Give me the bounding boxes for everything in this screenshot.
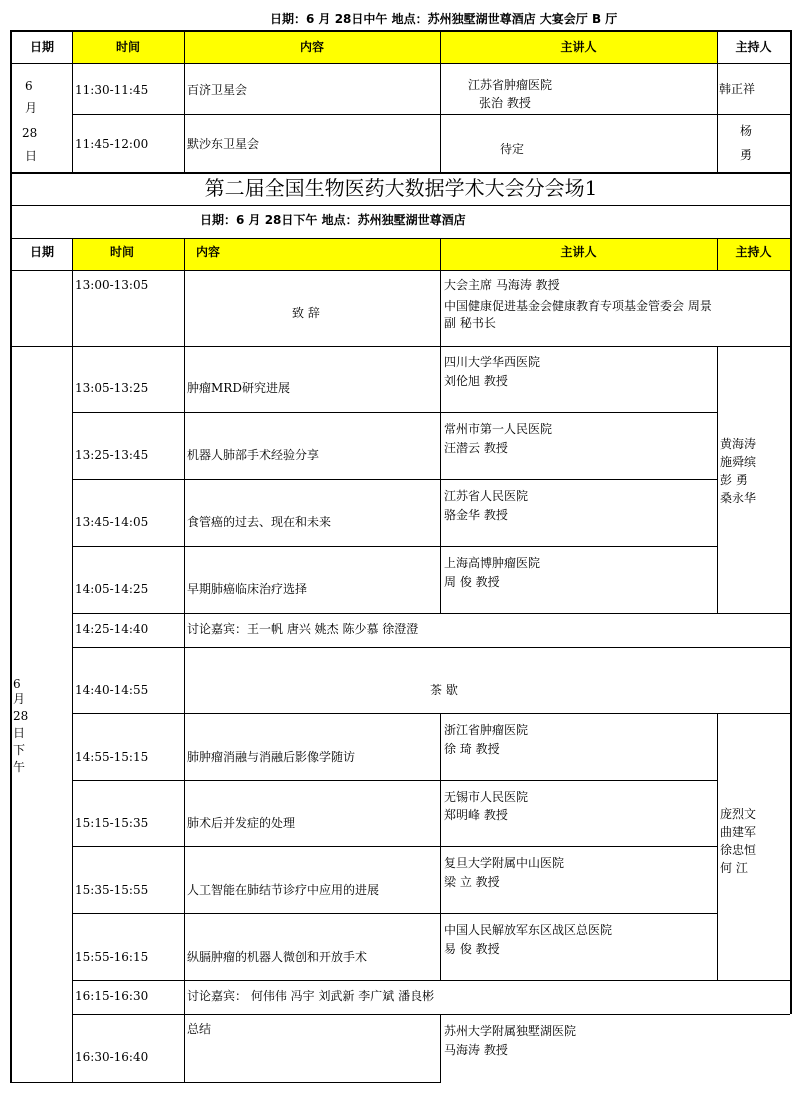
speaker-name: 梁 立 教授 [444,875,500,889]
time-cell: 16:30-16:40 [75,1050,149,1064]
speaker-org: 复旦大学附属中山医院 [444,856,565,870]
time-cell: 13:25-13:45 [75,448,149,462]
session-b-info: 日期：6 月 28日中午 地点：苏州独墅湖世尊酒店 大宴会厅 B 厅 [270,12,618,26]
speaker-note: 待定 [500,142,525,156]
host-cell: 韩正祥 [719,82,756,96]
header-content: 内容 [196,245,221,259]
time-cell: 14:05-14:25 [75,582,149,596]
speaker-org: 常州市第一人民医院 [444,422,553,436]
content-cell: 默沙东卫星会 [187,137,260,151]
header-host: 主持人 [735,245,772,259]
time-cell: 13:00-13:05 [75,278,149,292]
time-cell: 13:45-14:05 [75,515,149,529]
speaker-org: 浙江省肿瘤医院 [444,723,529,737]
time-cell: 14:55-15:15 [75,750,149,764]
speaker-org: 上海高博肿瘤医院 [444,556,541,570]
speaker-name: 汪潜云 教授 [444,441,508,455]
speaker-org: 江苏省人民医院 [444,489,529,503]
speaker-org: 江苏省肿瘤医院 [468,78,553,92]
speaker-name: 易 俊 教授 [444,942,500,956]
header-date: 日期 [29,245,54,259]
speaker-name: 徐 琦 教授 [444,742,500,756]
time-cell: 16:15-16:30 [75,989,149,1003]
time-cell: 15:55-16:15 [75,950,149,964]
speaker-name: 张治 教授 [479,96,531,110]
speaker-org: 四川大学华西医院 [444,355,541,369]
header-time: 时间 [110,245,135,259]
header-speaker: 主讲人 [560,245,597,259]
content-cell: 总结 [187,1022,212,1036]
speaker-org: 中国人民解放军东区战区总医院 [444,923,613,937]
time-cell: 11:45-12:00 [75,137,149,151]
content-cell: 肺术后并发症的处理 [187,816,296,830]
speaker-line: 大会主席 马海涛 教授 [444,278,560,292]
header-host: 主持人 [735,40,772,54]
discussion-guests: 讨论嘉宾： 何伟伟 冯宇 刘武新 李广斌 潘良彬 [187,989,435,1003]
header-speaker: 主讲人 [560,40,597,54]
discussion-guests: 讨论嘉宾：王一帆 唐兴 姚杰 陈少慕 徐澄澄 [187,622,419,636]
session-1-info: 日期：6 月 28日下午 地点：苏州独墅湖世尊酒店 [200,213,466,227]
time-cell: 15:15-15:35 [75,816,149,830]
time-cell: 14:25-14:40 [75,622,149,636]
speaker-name: 周 俊 教授 [444,575,500,589]
content-cell: 早期肺癌临床治疗选择 [187,582,308,596]
header-date: 日期 [29,40,54,54]
speaker-line: 中国健康促进基金会健康教育专项基金管委会 周景 [444,299,712,313]
speaker-name: 郑明峰 教授 [444,808,508,822]
time-cell: 11:30-11:45 [75,83,149,97]
content-cell: 纵膈肿瘤的机器人微创和开放手术 [187,950,368,964]
header-content: 内容 [299,40,324,54]
content-cell: 百济卫星会 [187,83,248,97]
speaker-org: 苏州大学附属独墅湖医院 [444,1024,577,1038]
speaker-line: 副 秘书长 [444,316,496,330]
host-line: 勇 [740,148,753,162]
speaker-name: 刘伦旭 教授 [444,374,508,388]
time-cell: 15:35-15:55 [75,883,149,897]
speaker-name: 骆金华 教授 [444,508,508,522]
content-cell: 机器人肺部手术经验分享 [187,448,320,462]
content-cell: 人工智能在肺结节诊疗中应用的进展 [187,883,380,897]
header-time: 时间 [115,40,140,54]
speaker-name: 马海涛 教授 [444,1043,508,1057]
content-cell: 食管癌的过去、现在和未来 [187,515,332,529]
page-title: 第二届全国生物医药大数据学术大会分会场1 [204,176,598,200]
content-cell: 肺肿瘤消融与消融后影像学随访 [187,750,356,764]
speaker-org: 无锡市人民医院 [444,790,529,804]
content-cell: 致 辞 [292,306,320,320]
time-cell: 13:05-13:25 [75,381,149,395]
content-cell: 肿瘤MRD研究进展 [187,381,290,395]
host-line: 杨 [740,124,753,138]
tea-break: 茶 歇 [430,683,458,697]
time-cell: 14:40-14:55 [75,683,149,697]
